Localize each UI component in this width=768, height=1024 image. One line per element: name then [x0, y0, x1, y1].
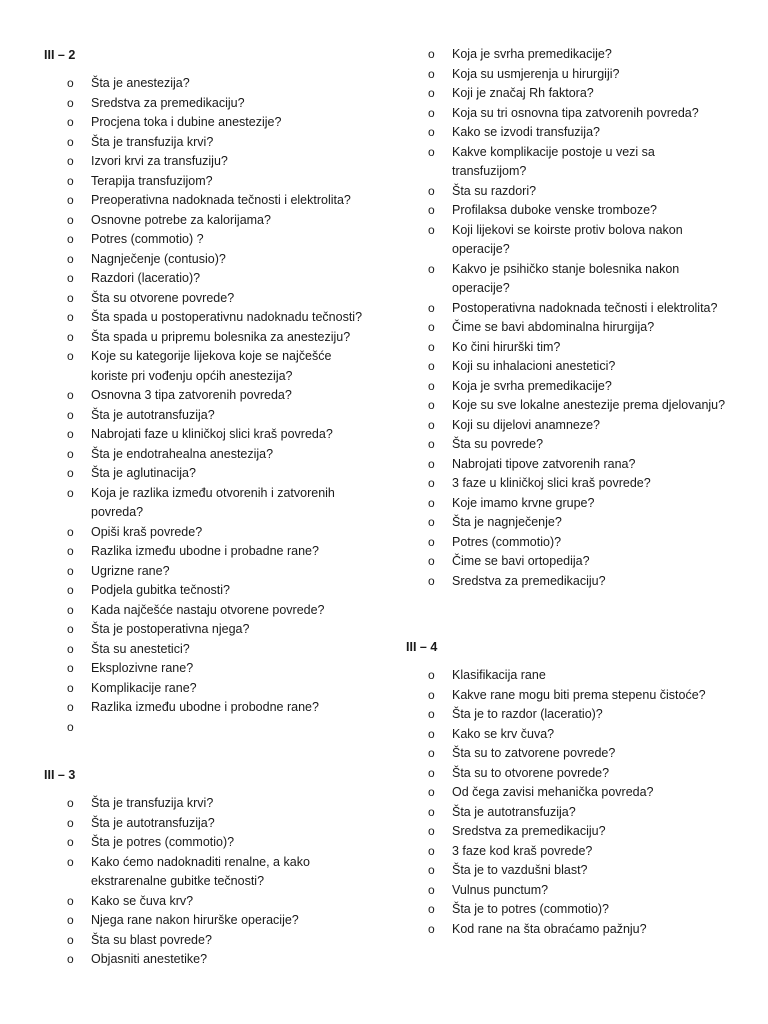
- list-item: [428, 84, 728, 104]
- list-item: [428, 744, 728, 764]
- bullet-icon: o: [67, 796, 74, 810]
- list-item: [67, 931, 367, 951]
- question-text: Preoperativna nadoknada tečnosti i elektrolita?: [91, 193, 351, 207]
- bullet-icon: o: [428, 183, 435, 198]
- list-item: [428, 783, 728, 803]
- bullet-icon: o: [428, 921, 435, 936]
- bullet-icon: o: [428, 456, 435, 471]
- list-item: [428, 318, 728, 338]
- list-item: [428, 260, 728, 299]
- bullet-icon: o: [67, 485, 74, 500]
- question-text: Šta spada u pripremu bolesnika za anesteziju?: [91, 329, 351, 344]
- question-text: Razlika između ubodne i probodne rane?: [91, 700, 319, 714]
- question-text: Čime se bavi ortopedija?: [452, 554, 590, 568]
- bullet-icon: o: [428, 300, 435, 315]
- question-text: Koja su usmjerenja u hirurgiji?: [452, 66, 620, 81]
- bullet-icon: o: [67, 349, 74, 363]
- list-item: [67, 620, 367, 640]
- question-text: Šta je to vazdušni blast?: [452, 863, 588, 877]
- bullet-icon: o: [67, 329, 74, 344]
- list-item: [428, 45, 728, 65]
- list-item: [67, 833, 367, 853]
- bullet-icon: o: [67, 446, 74, 461]
- question-text: Razdori (laceratio)?: [91, 271, 201, 285]
- list-item: [428, 123, 728, 143]
- question-text: Koje su sve lokalne anestezije prema djelovanju?: [452, 398, 726, 412]
- list-item: [67, 211, 367, 231]
- list-item: [428, 861, 728, 881]
- list-item: [67, 659, 367, 679]
- list-item: [67, 269, 367, 289]
- bullet-icon: o: [428, 707, 435, 721]
- question-text: Podjela gubitka tečnosti?: [91, 583, 230, 597]
- bullet-icon: o: [428, 902, 435, 916]
- bullet-icon: o: [428, 785, 435, 799]
- bullet-icon: o: [67, 893, 74, 908]
- question-list-iii-2: [67, 74, 367, 737]
- list-item: [428, 686, 728, 706]
- list-item: [67, 814, 367, 834]
- bullet-icon: o: [428, 746, 435, 760]
- question-text: Koji je značaj Rh faktora?: [452, 86, 594, 100]
- question-text: Šta je to potres (commotio)?: [452, 902, 610, 916]
- list-item: [428, 764, 728, 784]
- list-item: [428, 377, 728, 397]
- bullet-icon: o: [67, 952, 74, 966]
- list-item: [428, 299, 728, 319]
- bullet-icon: o: [67, 427, 74, 441]
- list-item: [67, 581, 367, 601]
- section-heading-iii-4: III – 4: [406, 640, 438, 654]
- list-item: [67, 230, 367, 250]
- bullet-icon: o: [67, 212, 74, 227]
- bullet-icon: o: [67, 583, 74, 597]
- list-item: [428, 455, 728, 475]
- question-text: Nagnječenje (contusio)?: [91, 251, 226, 266]
- bullet-icon: o: [67, 700, 74, 714]
- bullet-icon: o: [67, 563, 74, 578]
- list-item: [428, 201, 728, 221]
- bullet-icon: o: [428, 320, 435, 334]
- list-item: [67, 892, 367, 912]
- bullet-icon: o: [67, 854, 74, 869]
- bullet-icon: o: [67, 544, 74, 558]
- list-item: [428, 143, 728, 182]
- list-item: [428, 533, 728, 553]
- bullet-icon: o: [428, 573, 435, 588]
- bullet-icon: o: [67, 232, 74, 246]
- list-item: [67, 640, 367, 660]
- question-text: Komplikacije rane?: [91, 680, 197, 695]
- list-item: [67, 853, 367, 892]
- bullet-icon: o: [428, 495, 435, 510]
- list-item: [67, 698, 367, 718]
- question-text: Kako se izvodi transfuzija?: [452, 125, 600, 139]
- bullet-icon: o: [67, 641, 74, 656]
- bullet-icon: o: [428, 668, 435, 682]
- list-item: [428, 881, 728, 901]
- bullet-icon: o: [67, 466, 74, 480]
- list-item: [428, 842, 728, 862]
- question-text: Profilaksa duboke venske tromboze?: [452, 203, 657, 217]
- bullet-icon: o: [428, 125, 435, 139]
- question-text: Nabrojati faze u kliničkoj slici kraš povreda?: [91, 427, 333, 441]
- question-text: Šta su to zatvorene povrede?: [452, 746, 616, 760]
- question-text: Klasifikacija rane: [452, 668, 546, 682]
- bullet-icon: o: [67, 115, 74, 129]
- bullet-icon: o: [428, 222, 435, 237]
- bullet-icon: o: [67, 271, 74, 285]
- question-list-iii-3: [67, 794, 367, 970]
- bullet-icon: o: [428, 804, 435, 819]
- list-item: [428, 474, 728, 494]
- list-item: [67, 113, 367, 133]
- question-text: Šta je autotransfuzija?: [91, 407, 215, 422]
- list-item: [428, 552, 728, 572]
- bullet-icon: o: [67, 661, 74, 675]
- question-text: Koje su kategorije lijekova koje se najčešće koriste pri vođenju općih anestezija?: [91, 349, 332, 383]
- list-item: [428, 104, 728, 124]
- question-list-iii-2-continued: [428, 45, 728, 591]
- question-text: Šta su blast povrede?: [91, 932, 212, 947]
- list-item: [428, 666, 728, 686]
- question-text: Koji su dijelovi anamneze?: [452, 417, 601, 432]
- list-item: [428, 416, 728, 436]
- question-text: Kako se krv čuva?: [452, 726, 555, 741]
- list-item: [67, 484, 367, 523]
- list-item: [428, 572, 728, 592]
- bullet-icon: o: [428, 261, 435, 276]
- question-text: Koja je svrha premedikacije?: [452, 47, 612, 61]
- bullet-icon: o: [428, 144, 435, 159]
- question-text: Koji su inhalacioni anestetici?: [452, 359, 616, 373]
- list-item: [67, 386, 367, 406]
- question-text: Šta su otvorene povrede?: [91, 290, 235, 305]
- list-item: [428, 803, 728, 823]
- bullet-icon: o: [67, 602, 74, 617]
- question-text: Šta je nagnječenje?: [452, 515, 562, 529]
- question-text: 3 faze kod kraš povrede?: [452, 843, 593, 858]
- section-heading-iii-2: III – 2: [44, 48, 76, 62]
- question-text: Kako se čuva krv?: [91, 893, 194, 908]
- question-text: Šta je potres (commotio)?: [91, 835, 235, 849]
- bullet-icon: o: [67, 290, 74, 305]
- question-text: Sredstva za premedikaciju?: [452, 824, 606, 838]
- bullet-icon: o: [67, 913, 74, 927]
- list-item: [67, 406, 367, 426]
- question-text: Šta je autotransfuzija?: [452, 804, 576, 819]
- bullet-icon: o: [428, 824, 435, 838]
- bullet-icon: o: [67, 407, 74, 422]
- list-item: [67, 152, 367, 172]
- bullet-icon: o: [67, 154, 74, 168]
- list-item: [67, 950, 367, 970]
- list-item: [428, 920, 728, 940]
- list-item: [67, 289, 367, 309]
- question-text: Opiši kraš povrede?: [91, 524, 203, 539]
- question-text: Šta su razdori?: [452, 183, 537, 198]
- bullet-icon: o: [428, 378, 435, 393]
- bullet-icon: o: [67, 76, 74, 90]
- bullet-icon: o: [67, 251, 74, 266]
- list-item: [428, 221, 728, 260]
- bullet-icon: o: [428, 726, 435, 741]
- bullet-icon: o: [67, 524, 74, 539]
- question-text: Sredstva za premedikaciju?: [452, 573, 606, 588]
- list-item: [67, 425, 367, 445]
- bullet-icon: o: [67, 173, 74, 188]
- list-item: [67, 794, 367, 814]
- list-item: [67, 133, 367, 153]
- bullet-icon: o: [67, 680, 74, 695]
- bullet-icon: o: [67, 932, 74, 947]
- question-text: Osnovna 3 tipa zatvorenih povreda?: [91, 388, 292, 402]
- question-text: Šta je aglutinacija?: [91, 466, 196, 480]
- question-text: Šta je endotrahealna anestezija?: [91, 446, 274, 461]
- question-text: Kakve komplikacije postoje u vezi sa transfuzijom?: [452, 144, 655, 178]
- list-item: [67, 328, 367, 348]
- bullet-icon: o: [428, 86, 435, 100]
- list-item: [428, 396, 728, 416]
- list-item: [428, 357, 728, 377]
- list-item: [428, 900, 728, 920]
- question-text: Sredstva za premedikaciju?: [91, 95, 245, 110]
- list-item: [428, 725, 728, 745]
- bullet-icon: o: [67, 815, 74, 830]
- bullet-icon: o: [428, 765, 435, 780]
- question-text: 3 faze u kliničkoj slici kraš povrede?: [452, 476, 651, 490]
- bullet-icon: o: [428, 476, 435, 490]
- bullet-icon: o: [428, 515, 435, 529]
- question-text: Kada najčešće nastaju otvorene povrede?: [91, 602, 325, 617]
- question-text: Šta je postoperativna njega?: [91, 622, 250, 636]
- bullet-icon: o: [428, 437, 435, 451]
- question-list-iii-4: [428, 666, 728, 939]
- question-text: Eksplozivne rane?: [91, 661, 194, 675]
- question-text: Razlika između ubodne i probadne rane?: [91, 544, 319, 558]
- question-text: Šta su povrede?: [452, 437, 544, 451]
- question-text: Šta je transfuzija krvi?: [91, 796, 214, 810]
- list-item: [67, 445, 367, 465]
- list-item: [67, 94, 367, 114]
- question-text: Kakvo je psihičko stanje bolesnika nakon operacije?: [452, 261, 680, 295]
- question-text: Koja je svrha premedikacije?: [452, 378, 612, 393]
- question-text: Šta su to otvorene povrede?: [452, 765, 610, 780]
- list-item: [428, 435, 728, 455]
- section-heading-iii-3: III – 3: [44, 768, 76, 782]
- question-text: Procjena toka i dubine anestezije?: [91, 115, 282, 129]
- list-item: [67, 308, 367, 328]
- question-text: Potres (commotio)?: [452, 534, 562, 549]
- question-text: Šta spada u postoperativnu nadoknadu tečnosti?: [91, 310, 363, 324]
- question-text: Koji lijekovi se koirste protiv bolova nakon operacije?: [452, 222, 683, 256]
- question-text: Terapija transfuzijom?: [91, 173, 213, 188]
- list-item: [67, 542, 367, 562]
- bullet-icon: o: [428, 863, 435, 877]
- bullet-icon: o: [428, 203, 435, 217]
- question-text: Koja je razlika između otvorenih i zatvorenih povreda?: [91, 485, 335, 519]
- question-text: Koje imamo krvne grupe?: [452, 495, 595, 510]
- list-item: [428, 494, 728, 514]
- list-item: [428, 338, 728, 358]
- question-text: Šta je transfuzija krvi?: [91, 134, 214, 149]
- bullet-icon: o: [428, 417, 435, 432]
- bullet-icon: o: [428, 882, 435, 897]
- question-text: Ko čini hirurški tim?: [452, 339, 561, 354]
- bullet-icon: o: [67, 310, 74, 324]
- question-text: Vulnus punctum?: [452, 882, 549, 897]
- bullet-icon: o: [67, 193, 74, 207]
- list-item: [67, 250, 367, 270]
- question-text: [91, 718, 367, 738]
- question-text: Objasniti anestetike?: [91, 952, 208, 966]
- question-text: Šta je to razdor (laceratio)?: [452, 707, 603, 721]
- list-item: [428, 65, 728, 85]
- bullet-icon: o: [428, 339, 435, 354]
- bullet-icon: o: [428, 398, 435, 412]
- list-item: [67, 172, 367, 192]
- question-text: Potres (commotio) ?: [91, 232, 204, 246]
- question-text: Kod rane na šta obraćamo pažnju?: [452, 921, 647, 936]
- question-text: Postoperativna nadoknada tečnosti i elektrolita?: [452, 300, 718, 315]
- question-text: Ugrizne rane?: [91, 563, 170, 578]
- bullet-icon: o: [428, 105, 435, 120]
- list-item: [67, 464, 367, 484]
- list-item: [67, 523, 367, 543]
- question-text: Od čega zavisi mehanička povreda?: [452, 785, 654, 799]
- bullet-icon: o: [67, 95, 74, 110]
- list-item: [67, 679, 367, 699]
- bullet-icon: o: [67, 134, 74, 149]
- list-item: [67, 911, 367, 931]
- question-text: Njega rane nakon hirurške operacije?: [91, 913, 299, 927]
- bullet-icon: o: [428, 47, 435, 61]
- bullet-icon: o: [428, 554, 435, 568]
- bullet-icon: o: [67, 622, 74, 636]
- list-item: [67, 601, 367, 621]
- question-text: Čime se bavi abdominalna hirurgija?: [452, 320, 655, 334]
- list-item: [67, 74, 367, 94]
- question-text: Šta su anestetici?: [91, 641, 190, 656]
- question-text: Nabrojati tipove zatvorenih rana?: [452, 456, 636, 471]
- question-text: Kako ćemo nadoknaditi renalne, a kako ekstrarenalne gubitke tečnosti?: [91, 854, 310, 888]
- bullet-icon: o: [428, 687, 435, 702]
- question-text: Kakve rane mogu biti prema stepenu čistoće?: [452, 687, 706, 702]
- list-item: [67, 191, 367, 211]
- question-text: Osnovne potrebe za kalorijama?: [91, 212, 271, 227]
- bullet-icon: o: [67, 835, 74, 849]
- list-item: [67, 718, 367, 738]
- bullet-icon: o: [428, 843, 435, 858]
- question-text: Šta je autotransfuzija?: [91, 815, 215, 830]
- list-item: [428, 822, 728, 842]
- bullet-icon: o: [428, 534, 435, 549]
- bullet-icon: o: [67, 388, 74, 402]
- bullet-icon: o: [428, 359, 435, 373]
- question-text: Šta je anestezija?: [91, 76, 190, 90]
- list-item: [428, 705, 728, 725]
- list-item: [428, 513, 728, 533]
- list-item: [67, 347, 367, 386]
- bullet-icon: o: [428, 66, 435, 81]
- question-text: Koja su tri osnovna tipa zatvorenih povreda?: [452, 105, 699, 120]
- list-item: [67, 562, 367, 582]
- list-item: [428, 182, 728, 202]
- question-text: Izvori krvi za transfuziju?: [91, 154, 228, 168]
- bullet-icon: o: [67, 719, 74, 734]
